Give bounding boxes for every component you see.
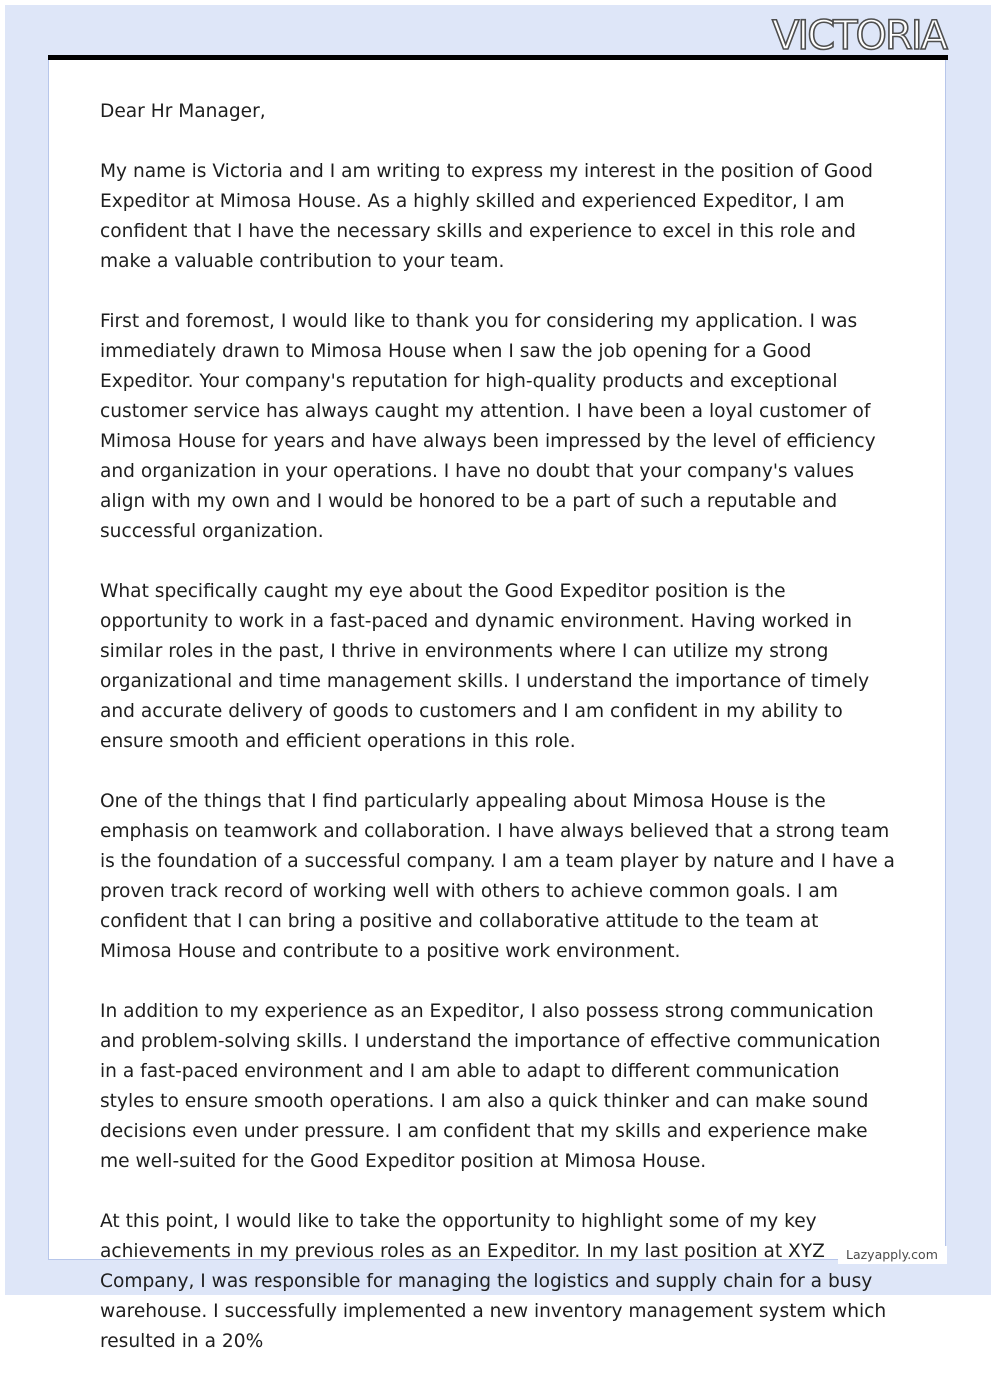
applicant-name-heading: VICTORIA — [772, 13, 946, 59]
letter-paragraph: What specifically caught my eye about the Good Expeditor position is the opportunity to work in a fast-paced and dynamic environment. Having worked in similar roles in the past, I thrive in environments where I can utilize my strong organizational and time management skills. I understand the importance of timely and accurate delivery of goods to customers and I am confident in my ability to ensure smooth and efficient operations in this role. — [100, 581, 870, 752]
letter-paragraph: First and foremost, I would like to thank you for considering my application. I was immediately drawn to Mimosa House when I saw the job opening for a Good Expeditor. Your company's reputation for high-quality products and exceptional customer service has always caught my attention. I have been a loyal customer of Mimosa House for years and have always been impressed by the level of efficiency and organization in your operations. I have no doubt that your company's values align with my own and I would be honored to be a part of such a reputable and successful organization. — [100, 311, 876, 542]
cover-letter-body — [100, 97, 895, 1387]
letter-paragraph: In addition to my experience as an Expeditor, I also possess strong communication and problem-solving skills. I understand the importance of effective communication in a fast-paced environment and I am able to adapt to different communication styles to ensure smooth operations. I am also a quick thinker and can make sound decisions even under pressure. I am confident that my skills and experience make me well-suited for the Good Expeditor position at Mimosa House. — [100, 1001, 881, 1172]
letter-paragraph: At this point, I would like to take the opportunity to highlight some of my key achievements in my previous roles as an Expeditor. In my last position at XYZ Company, I was responsible for managing the logistics and supply chain for a busy warehouse. I successfully implemented a new inventory management system which resulted in a 20% — [100, 1211, 887, 1352]
letter-greeting: Dear Hr Manager, — [100, 101, 266, 122]
letter-paragraph: One of the things that I find particularly appealing about Mimosa House is the emphasis on teamwork and collaboration. I have always believed that a strong team is the foundation of a successful company. I am a team player by nature and I have a proven track record of working well with others to achieve common goals. I am confident that I can bring a positive and collaborative attitude to the team at Mimosa House and contribute to a positive work environment. — [100, 791, 895, 962]
source-watermark: Lazyapply.com — [838, 1246, 947, 1264]
letter-paragraph: My name is Victoria and I am writing to express my interest in the position of Good Expeditor at Mimosa House. As a highly skilled and experienced Expeditor, I am confident that I have the necessary skills and experience to excel in this role and make a valuable contribution to your team. — [100, 161, 873, 272]
